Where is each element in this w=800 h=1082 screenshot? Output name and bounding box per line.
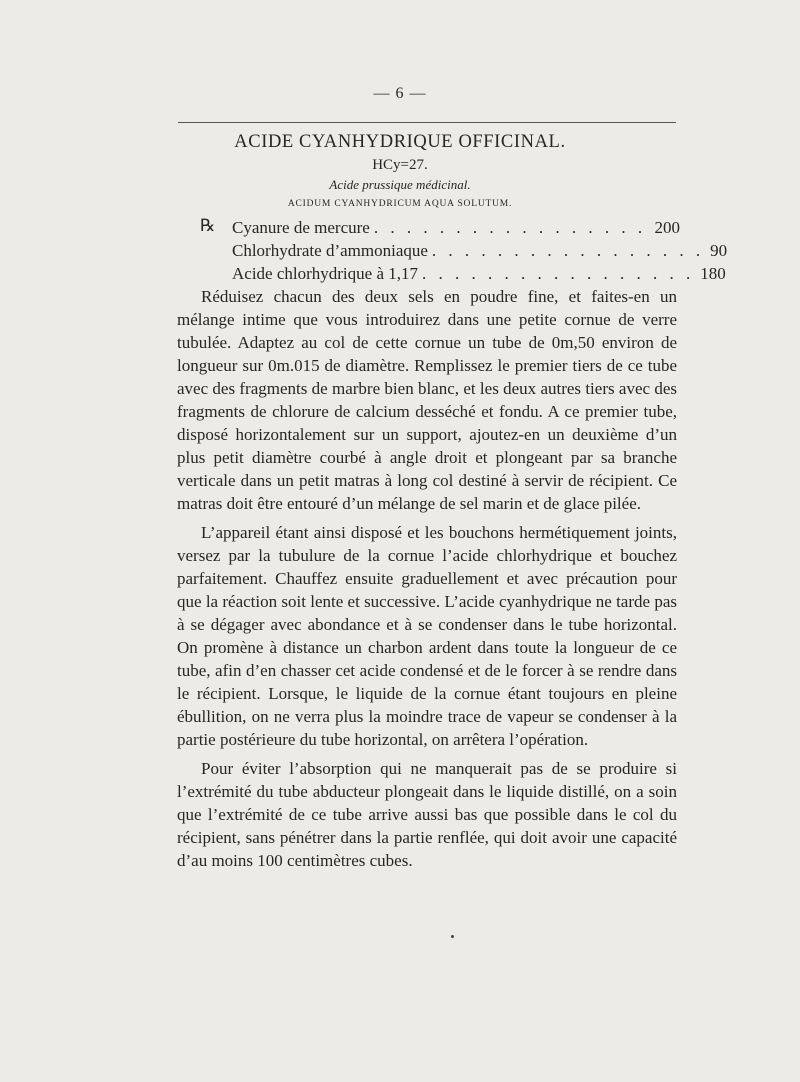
leader-dots: . . . . . . . . . . . . . . . . . xyxy=(373,218,647,237)
page-title: ACIDE CYANHYDRIQUE OFFICINAL. xyxy=(234,132,566,152)
body-text xyxy=(177,285,677,872)
paragraph: Pour éviter l’absorption qui ne manquerait pas de se produire si l’extrémité du tube abducteur plongeait dans le liquide distillé, on a soin que l’extrémité de ce tube arrive aussi bas que possible dans le col du récipient, sans pénétrer dans la partie renflée, qui doit avoir une capacité d’au moins 100 centimètres cubes. xyxy=(177,759,677,870)
ingredient-name: Cyanure de mercure xyxy=(232,218,370,237)
ingredient-row xyxy=(232,218,680,242)
ingredient-quantity: 200 xyxy=(654,218,680,237)
leader-dots: . . . . . . . . . . . . . . . . . xyxy=(422,264,695,283)
ingredient-quantity: 180 xyxy=(700,264,726,283)
page-number: — 6 — xyxy=(373,85,427,102)
ink-dot xyxy=(451,935,454,938)
ingredient-name: Chlorhydrate d’ammoniaque xyxy=(232,241,428,260)
ingredient-quantity: 90 xyxy=(710,241,728,260)
subtitle: Acide prussique médicinal. xyxy=(329,177,471,192)
latin-name: ACIDUM CYANHYDRICUM AQUA SOLUTUM. xyxy=(287,199,513,209)
recipe-symbol: ℞ xyxy=(200,216,216,235)
paragraph: Réduisez chacun des deux sels en poudre fine, et faites-en un mélange intime que vous introduirez dans une petite cornue de verre tubulée. Adaptez au col de cette cornue un tube de 0m,50 environ de longueur sur 0m.015 de diamètre. Remplissez le premier tiers de ce tube avec des fragments de marbre bien blanc, et les deux autres tiers avec des fragments de chlorure de calcium desséché et fondu. A ce premier tube, disposé horizontalement sur un support, ajoutez-en un deuxième d’un plus petit diamètre courbé à angle droit et plongeant par sa branche verticale dans un petit matras à long col destiné à servir de récipient. Ce matras doit être entouré d’un mélange de sel marin et de glace pilée. xyxy=(177,287,677,513)
ingredient-name: Acide chlorhydrique à 1,17 xyxy=(232,264,418,283)
chemical-formula: HCy=27. xyxy=(372,157,428,173)
paragraph: L’appareil étant ainsi disposé et les bouchons hermétiquement joints, versez par la tubulure de la cornue l’acide chlorhydrique et bouchez parfaitement. Chauffez ensuite graduellement et avec précaution pour que la réaction soit lente et successive. L’acide cyanhydrique ne tarde pas à se dégager avec abondance et à se condenser dans le tube horizontal. On promène à distance un charbon ardent dans toute la longueur de ce tube, afin d’en chasser cet acide condensé et de le forcer à se rendre dans le récipient. Lorsque, le liquide de la cornue étant toujours en pleine ébullition, on ne verra plus la moindre trace de vapeur se condenser à la partie postérieure du tube horizontal, on arrêtera l’opération. xyxy=(177,523,677,749)
leader-dots: . . . . . . . . . . . . . . . . . xyxy=(431,241,705,260)
ingredient-row xyxy=(232,241,728,265)
header-rule xyxy=(178,122,676,123)
